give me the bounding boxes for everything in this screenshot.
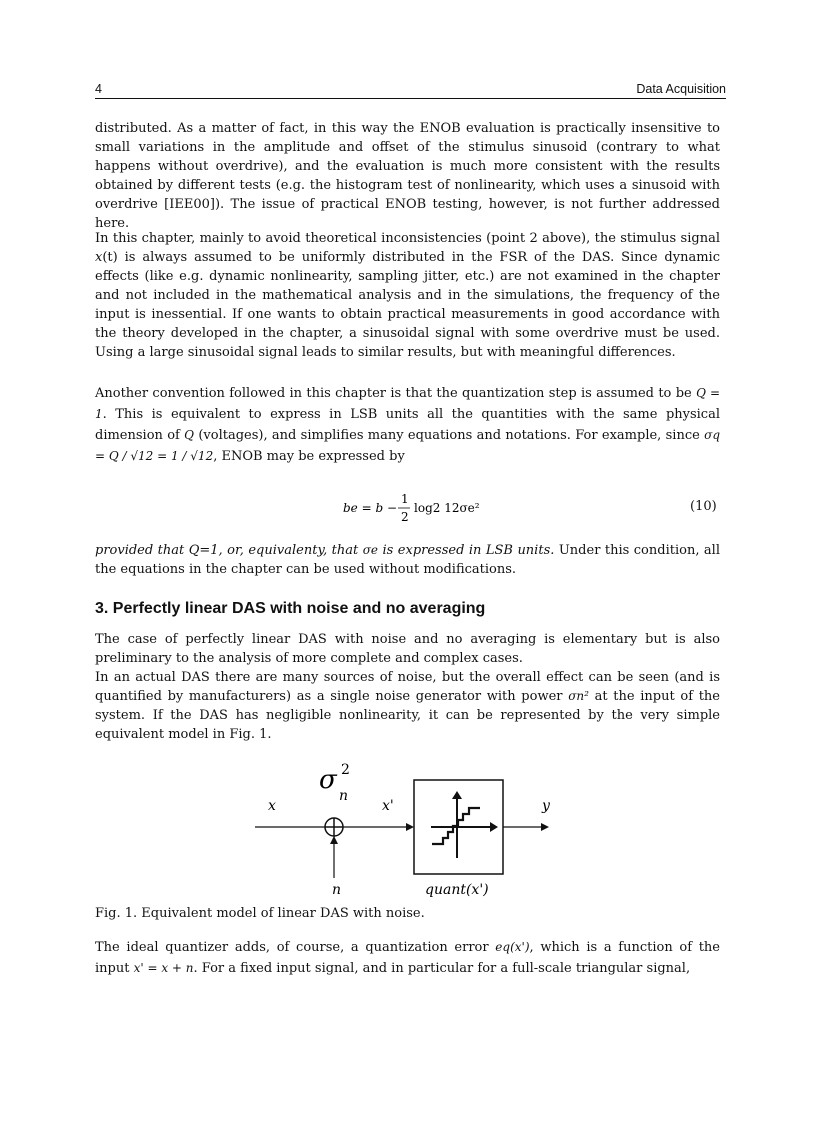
text-run: . For a fixed input signal, and in particular for a full-scale triangular signal,	[193, 961, 691, 976]
text-run: (voltages), and simplifies many equations and notations. For example, since	[194, 428, 705, 443]
quant-label: quant(x')	[425, 882, 489, 898]
text-run: Under this condition, all the equations in the chapter can be used without modifications.	[95, 543, 720, 577]
sigma-label: σ	[319, 765, 337, 795]
paragraph-quantizer	[95, 937, 720, 979]
paragraph-condition	[95, 541, 720, 579]
paragraph-convention	[95, 383, 720, 467]
math-q-equals-1: Q = 1	[95, 386, 720, 421]
eq-rhs: log2 12σe²	[414, 501, 480, 515]
italic-text: is expressed in LSB units.	[378, 543, 555, 558]
paragraph-stimulus	[95, 229, 720, 362]
text-run: Another convention followed in this chapter is that the quantization step is assumed to be	[95, 386, 697, 401]
text-run: The ideal quantizer adds, of course, a quantization error	[95, 940, 496, 955]
sigma-sup: 2	[341, 762, 350, 778]
math-x: x	[95, 250, 103, 265]
text-run: , ENOB may be expressed by	[213, 449, 405, 464]
xprime-label: x'	[382, 798, 394, 814]
eq-lhs: be = b −	[343, 501, 398, 515]
paragraph-text: distributed. As a matter of fact, in this way the ENOB evaluation is practically insensitive to small variations in the amplitude and offset of the stimulus sinusoid (contrary to what happens without overdrive), and the evaluation is much more consistent with the results obtained by different tests (e.g. the histogram test of nonlinearity, which uses a sinusoid with overdrive [IEE00]). The issue of practical ENOB testing, however, is not further addressed here.	[95, 121, 720, 231]
section-heading: 3. Perfectly linear DAS with noise and no averaging	[95, 600, 486, 617]
running-title: Data Acquisition	[636, 82, 726, 96]
italic-text: provided that Q=1, or, equivalenty, that	[95, 543, 363, 558]
math-eq: eq(x')	[495, 940, 530, 954]
text-run: at the input of the system. If the DAS has negligible nonlinearity, it can be represented by the very simple equivalent model in Fig. 1.	[95, 689, 720, 742]
page-number: 4	[95, 82, 102, 96]
y-label: y	[542, 798, 550, 814]
paragraph-overdrive	[95, 119, 720, 233]
figure-caption: Fig. 1. Equivalent model of linear DAS with noise.	[95, 906, 425, 921]
block-diagram	[255, 758, 575, 908]
math-sigma-q: σq = Q / √12 = 1 / √12	[95, 428, 720, 463]
math-sigma-n: σn²	[568, 689, 589, 703]
math-xprime: x' = x + n	[133, 961, 194, 975]
n-label: n	[332, 882, 342, 898]
text-run: is always assumed to be uniformly distributed in the FSR of the DAS. Since dynamic effects (like e.g. dynamic nonlinearity, sampling jitter, etc.) are not examined in the chapter and not included in the mathematical analysis and in the simulations, the frequency of the input is inessential. If one wants to obtain practical measurements in good accordance with the theory developed in the chapter, a sinusoidal signal with some overdrive must be used. Using a large sinusoidal signal leads to similar results, but with meaningful differences.	[95, 250, 720, 360]
text-run: . This is equivalent to express in LSB units all the quantities with the same physical dimension of	[95, 407, 720, 443]
text-run: In an actual DAS there are many sources of noise, but the overall effect can be seen (and is quantified by manufacturers) as a single noise generator with power	[95, 670, 720, 704]
paragraph-noise	[95, 668, 720, 744]
math-q: Q	[184, 428, 195, 442]
equation-number: (10)	[690, 499, 717, 514]
math-sigma-e: σe	[362, 543, 379, 557]
equation-graphic	[343, 490, 543, 540]
text-run: In this chapter, mainly to avoid theoretical inconsistencies (point 2 above), the stimulus signal	[95, 231, 720, 246]
paragraph-text: The case of perfectly linear DAS with noise and no averaging is elementary but is also preliminary to the analysis of more complete and complex cases.	[95, 632, 720, 666]
equation-10	[343, 490, 543, 540]
sigma-sub: n	[339, 788, 349, 804]
running-header	[95, 80, 726, 99]
text-run: , which is a function of the input	[95, 940, 720, 976]
x-label: x	[268, 798, 276, 814]
eq-frac-den: 2	[401, 510, 409, 524]
math-t: (t)	[102, 250, 118, 265]
figure-1	[255, 758, 575, 908]
paragraph-intro	[95, 630, 720, 668]
eq-frac-num: 1	[401, 492, 409, 506]
